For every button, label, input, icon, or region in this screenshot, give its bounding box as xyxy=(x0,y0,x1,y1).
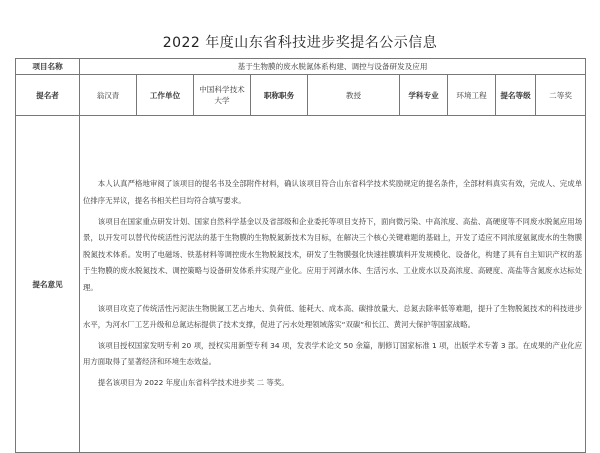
opinion-text xyxy=(80,116,586,453)
opinion-paragraph: 提名该项目为 2022 年度山东省科学技术进步奖 二 等奖。 xyxy=(97,377,289,387)
page-title: 2022 年度山东省科技进步奖提名公示信息 xyxy=(162,35,438,51)
opinion-row xyxy=(16,116,586,453)
project-name-label: 项目名称 xyxy=(16,59,80,75)
nominee-value: 翁汉青 xyxy=(80,75,137,116)
opinion-paragraph: 该项目攻克了传统活性污泥法生物脱氮工艺占地大、负荷低、能耗大、成本高、碳排放量大、总氮去除率低等难题，提升了生物脱氮技术的科技进步水平，为河水厂工艺升级和总氮达标提供了技术支撑，促进了污水处理领域落实“双碳”和长江、黄河大保护等国家战略。 xyxy=(83,303,583,330)
discipline-value: 环境工程 xyxy=(448,75,496,116)
work-unit-value: 中国科学技术大学 xyxy=(194,75,251,116)
discipline-label: 学科专业 xyxy=(400,75,448,116)
nominee-label: 提名者 xyxy=(16,75,80,116)
level-label: 提名等级 xyxy=(496,75,536,116)
opinion-paragraph: 该项目授权国家发明专利 20 项，授权实用新型专利 34 项，发表学术论文 50 余篇，制修订国家标准 1 项，出版学术专著 3 部。在成果的产业化应用方面取得了显著经济和环境生态效益。 xyxy=(83,340,583,367)
nomination-table xyxy=(15,58,586,453)
work-unit-label: 工作单位 xyxy=(137,75,194,116)
level-value: 二等奖 xyxy=(536,75,586,116)
position-label: 职称职务 xyxy=(251,75,308,116)
opinion-paragraph: 本人认真严格地审阅了该项目的提名书及全部附件材料，确认该项目符合山东省科学技术奖励规定的提名条件，全部材料真实有效，完成人、完成单位排序无异议，提名书相关栏目均符合填写要求。 xyxy=(83,179,583,206)
opinion-paragraph: 该项目在国家重点研发计划、国家自然科学基金以及省部级和企业委托等项目支持下，面向微污染、中高浓度、高盐、高硬度等不同废水脱氮应用场景，以开发可以替代传统活性污泥法的基于生物膜的生物脱氮新技术为目标，在解决三个核心关键难题的基础上，开发了适应不同浓度氨氮废水的生物膜脱氮技术体系。发明了电磁场、铁基材料等调控废水生物脱氮技术，研发了生物膜强化快速挂膜填料开发规模化、设备化，构建了具有自主知识产权的基于生物膜的废水脱氮技术、调控策略与设备研发体系并实现产业化。应用于河湖水体、生活污水、工业废水以及高浓度、高硬度、高盐等含氮废水达标处理。 xyxy=(83,216,583,292)
opinion-label: 提名意见 xyxy=(16,116,80,453)
project-name-row xyxy=(16,59,586,75)
nominee-row xyxy=(16,75,586,116)
position-value: 教授 xyxy=(308,75,400,116)
project-name-value: 基于生物膜的废水脱氮体系构建、调控与设备研发及应用 xyxy=(80,59,586,75)
